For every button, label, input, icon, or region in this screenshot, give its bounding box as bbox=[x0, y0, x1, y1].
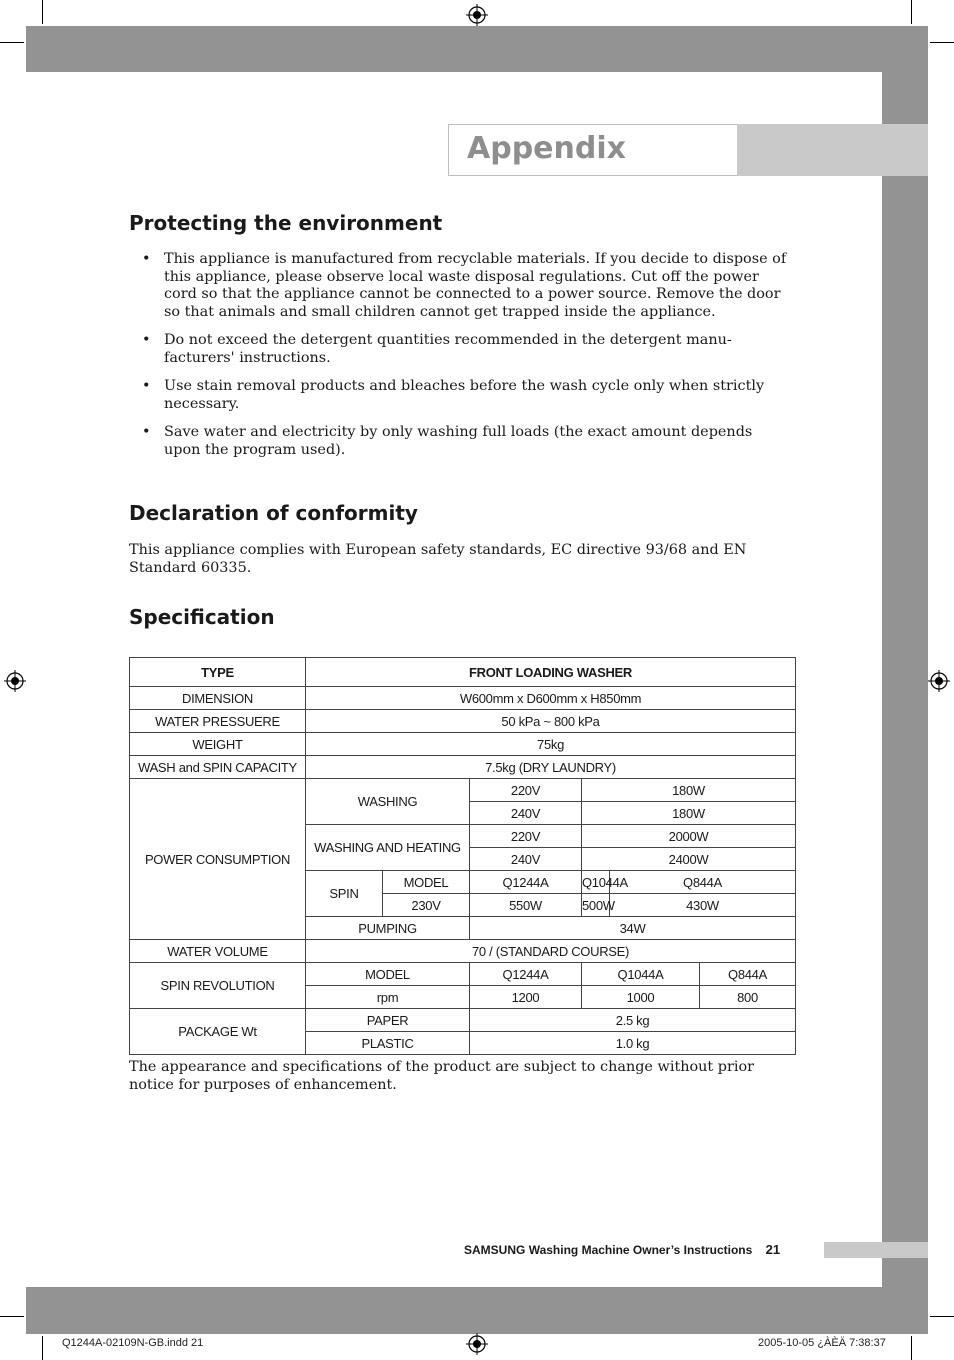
table-cell: WEIGHT bbox=[130, 733, 306, 756]
table-cell: WASHING AND HEATING bbox=[306, 825, 470, 871]
table-cell: 230V bbox=[383, 894, 470, 917]
table-cell: 2400W bbox=[582, 848, 796, 871]
table-cell: Q844A bbox=[700, 963, 796, 986]
table-row bbox=[130, 940, 796, 963]
table-cell: rpm bbox=[306, 986, 470, 1009]
registration-mark-icon bbox=[928, 670, 950, 692]
appendix-header-fill bbox=[737, 124, 928, 176]
table-cell: 180W bbox=[582, 802, 796, 825]
table-cell: PUMPING bbox=[306, 917, 470, 940]
specification-note: The appearance and specifications of the product are subject to change without prior notice for purposes of enhancement. bbox=[129, 1059, 755, 1093]
table-row bbox=[130, 658, 796, 687]
table-cell: 220V bbox=[470, 779, 582, 802]
footer-brand: SAMSUNG bbox=[464, 1243, 526, 1257]
header-band bbox=[26, 26, 928, 72]
footer-band bbox=[26, 1287, 928, 1334]
table-cell: 34W bbox=[470, 917, 796, 940]
table-cell: 70 / (STANDARD COURSE) bbox=[306, 940, 796, 963]
table-cell: SPIN bbox=[306, 871, 383, 917]
bullet-text: Save water and electricity by only washing full loads (the exact amount depends upon the program used). bbox=[164, 424, 753, 458]
file-slug: Q1244A-02109N-GB.indd 21 bbox=[62, 1337, 204, 1349]
table-row bbox=[130, 733, 796, 756]
crop-mark bbox=[42, 0, 43, 24]
table-row bbox=[130, 687, 796, 710]
section-heading-environment: Protecting the environment bbox=[129, 211, 443, 235]
table-row bbox=[130, 756, 796, 779]
table-cell: 180W bbox=[582, 779, 796, 802]
table-cell: 500W bbox=[582, 894, 610, 917]
table-cell: 1000 bbox=[582, 986, 700, 1009]
table-header-cell: FRONT LOADING WASHER bbox=[306, 658, 796, 687]
list-item bbox=[140, 378, 792, 413]
bullet-text: Do not exceed the detergent quantities recommended in the detergent manu-facturers' instructions. bbox=[164, 332, 732, 366]
table-cell: 220V bbox=[470, 825, 582, 848]
table-cell: Q1044A bbox=[582, 871, 610, 894]
bullet-text: Use stain removal products and bleaches before the wash cycle only when strictly necessary. bbox=[164, 378, 765, 412]
table-cell: MODEL bbox=[383, 871, 470, 894]
table-cell: 1.0 kg bbox=[470, 1032, 796, 1055]
table-row bbox=[130, 1009, 796, 1032]
list-item bbox=[140, 424, 792, 459]
table-cell: WATER PRESSUERE bbox=[130, 710, 306, 733]
table-cell: Q1244A bbox=[470, 871, 582, 894]
environment-bullet-list bbox=[140, 251, 792, 470]
table-cell: PAPER bbox=[306, 1009, 470, 1032]
bullet-icon: • bbox=[142, 332, 151, 348]
table-cell: 240V bbox=[470, 802, 582, 825]
crop-mark bbox=[0, 1316, 24, 1317]
date-slug: 2005-10-05 ¿ÀÈÄ 7:38:37 bbox=[758, 1337, 886, 1349]
registration-mark-icon bbox=[466, 4, 488, 26]
table-cell: Q1244A bbox=[470, 963, 582, 986]
crop-mark bbox=[911, 0, 912, 24]
appendix-header bbox=[448, 124, 737, 176]
table-cell: 2000W bbox=[582, 825, 796, 848]
bullet-icon: • bbox=[142, 251, 151, 267]
conformity-text: This appliance complies with European safety standards, EC directive 93/68 and EN Standard 60335. bbox=[129, 542, 747, 576]
table-cell: Q844A bbox=[610, 871, 796, 894]
bullet-icon: • bbox=[142, 424, 151, 440]
table-cell: Q1044A bbox=[582, 963, 700, 986]
table-cell: PACKAGE Wt bbox=[130, 1009, 306, 1055]
section-heading-specification: Specification bbox=[129, 605, 275, 629]
crop-mark bbox=[42, 1336, 43, 1360]
list-item bbox=[140, 332, 792, 367]
table-cell: 2.5 kg bbox=[470, 1009, 796, 1032]
bullet-icon: • bbox=[142, 378, 151, 394]
table-cell: 50 kPa ~ 800 kPa bbox=[306, 710, 796, 733]
table-cell: 75kg bbox=[306, 733, 796, 756]
footer-bar bbox=[824, 1242, 928, 1258]
table-cell: 1200 bbox=[470, 986, 582, 1009]
table-cell: 7.5kg (DRY LAUNDRY) bbox=[306, 756, 796, 779]
page-number: 21 bbox=[765, 1242, 781, 1257]
table-cell: MODEL bbox=[306, 963, 470, 986]
table-cell: WASHING bbox=[306, 779, 470, 825]
table-cell: 430W bbox=[610, 894, 796, 917]
table-cell: DIMENSION bbox=[130, 687, 306, 710]
table-cell: 550W bbox=[470, 894, 582, 917]
registration-mark-icon bbox=[4, 670, 26, 692]
table-cell: POWER CONSUMPTION bbox=[130, 779, 306, 940]
right-band bbox=[882, 26, 928, 1334]
table-cell: WASH and SPIN CAPACITY bbox=[130, 756, 306, 779]
crop-mark bbox=[930, 1316, 954, 1317]
table-cell: PLASTIC bbox=[306, 1032, 470, 1055]
specification-table bbox=[129, 657, 796, 1055]
bullet-text: This appliance is manufactured from recyclable materials. If you decide to dispose of this appliance, please observe local waste disposal regulations. Cut off the power cord so that the appliance cannot be connected to a power source. Remove the door so that animals and small children cannot get trapped inside the appliance. bbox=[164, 251, 787, 320]
page-footer bbox=[464, 1242, 780, 1257]
table-cell: WATER VOLUME bbox=[130, 940, 306, 963]
table-row bbox=[130, 963, 796, 986]
table-cell: 800 bbox=[700, 986, 796, 1009]
table-cell: W600mm x D600mm x H850mm bbox=[306, 687, 796, 710]
table-cell: SPIN REVOLUTION bbox=[130, 963, 306, 1009]
table-row bbox=[130, 710, 796, 733]
crop-mark bbox=[930, 42, 954, 43]
table-row bbox=[130, 779, 796, 802]
section-heading-conformity: Declaration of conformity bbox=[129, 501, 418, 525]
crop-mark bbox=[0, 42, 24, 43]
crop-mark bbox=[911, 1336, 912, 1360]
footer-title: Washing Machine Owner’s Instructions bbox=[528, 1243, 753, 1257]
registration-mark-icon bbox=[466, 1333, 488, 1355]
table-cell: 240V bbox=[470, 848, 582, 871]
page-title: Appendix bbox=[467, 131, 626, 166]
table-header-cell: TYPE bbox=[130, 658, 306, 687]
list-item bbox=[140, 251, 792, 321]
